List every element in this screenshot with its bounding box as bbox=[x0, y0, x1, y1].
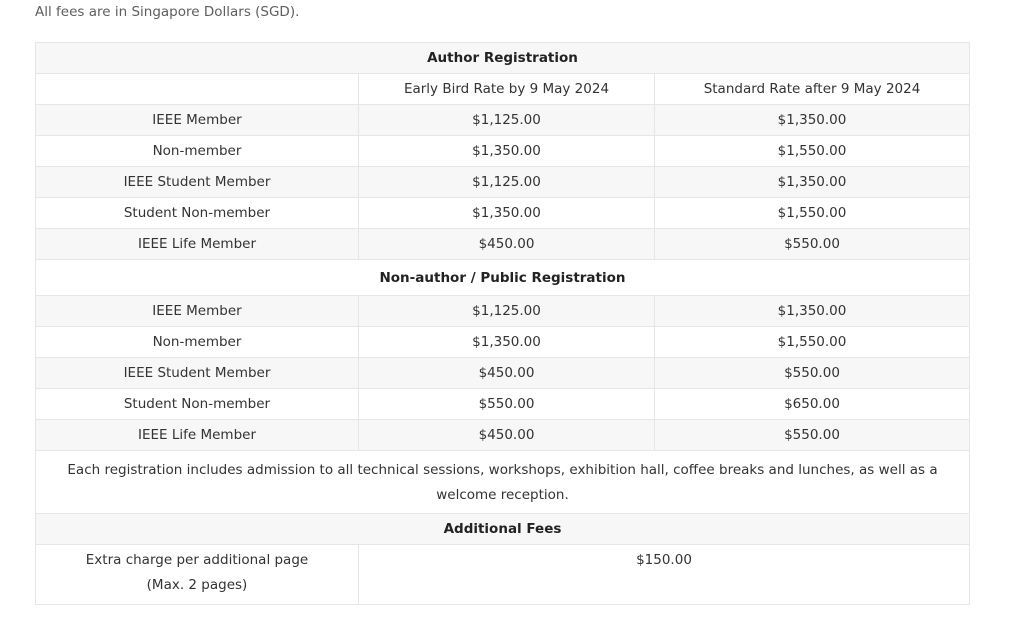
category-cell: Student Non-member bbox=[36, 389, 359, 420]
category-cell: IEEE Member bbox=[36, 105, 359, 136]
category-cell: IEEE Member bbox=[36, 296, 359, 327]
standard-price-cell: $1,350.00 bbox=[655, 105, 970, 136]
early-price-cell: $1,350.00 bbox=[359, 136, 655, 167]
extra-page-charge-price: $150.00 bbox=[359, 545, 970, 605]
table-row bbox=[36, 136, 970, 167]
early-price-cell: $550.00 bbox=[359, 389, 655, 420]
category-cell: IEEE Student Member bbox=[36, 167, 359, 198]
category-cell: Student Non-member bbox=[36, 198, 359, 229]
table-row bbox=[36, 420, 970, 451]
additional-fees-title: Additional Fees bbox=[36, 514, 970, 545]
early-price-cell: $1,125.00 bbox=[359, 296, 655, 327]
category-cell: Non-member bbox=[36, 136, 359, 167]
public-section-title: Non-author / Public Registration bbox=[36, 260, 970, 296]
extra-page-charge-line1: Extra charge per additional page bbox=[85, 552, 309, 568]
early-price-cell: $450.00 bbox=[359, 420, 655, 451]
category-cell: IEEE Life Member bbox=[36, 229, 359, 260]
public-section-header bbox=[36, 260, 970, 296]
early-price-cell: $450.00 bbox=[359, 229, 655, 260]
table-row bbox=[36, 167, 970, 198]
category-cell: IEEE Student Member bbox=[36, 358, 359, 389]
table-row bbox=[36, 105, 970, 136]
inclusion-note-row bbox=[36, 451, 970, 514]
standard-price-cell: $1,550.00 bbox=[655, 198, 970, 229]
early-price-cell: $450.00 bbox=[359, 358, 655, 389]
author-section-title: Author Registration bbox=[36, 43, 970, 74]
additional-fee-row bbox=[36, 545, 970, 605]
extra-page-charge-line2: (Max. 2 pages) bbox=[146, 577, 248, 593]
extra-page-charge-label bbox=[36, 545, 359, 605]
early-bird-header: Early Bird Rate by 9 May 2024 bbox=[359, 74, 655, 105]
table-row bbox=[36, 296, 970, 327]
standard-price-cell: $1,350.00 bbox=[655, 296, 970, 327]
standard-price-cell: $1,550.00 bbox=[655, 327, 970, 358]
category-cell: Non-member bbox=[36, 327, 359, 358]
table-row bbox=[36, 358, 970, 389]
table-row bbox=[36, 389, 970, 420]
table-row bbox=[36, 327, 970, 358]
early-price-cell: $1,350.00 bbox=[359, 327, 655, 358]
early-price-cell: $1,350.00 bbox=[359, 198, 655, 229]
category-header-cell bbox=[36, 74, 359, 105]
category-cell: IEEE Life Member bbox=[36, 420, 359, 451]
column-header-row bbox=[36, 74, 970, 105]
inclusion-note: Each registration includes admission to all technical sessions, workshops, exhibition hall, coffee breaks and lunches, as well as a welcome reception. bbox=[36, 451, 970, 514]
standard-price-cell: $550.00 bbox=[655, 229, 970, 260]
table-row bbox=[36, 229, 970, 260]
standard-rate-header: Standard Rate after 9 May 2024 bbox=[655, 74, 970, 105]
standard-price-cell: $550.00 bbox=[655, 358, 970, 389]
early-price-cell: $1,125.00 bbox=[359, 105, 655, 136]
currency-note: All fees are in Singapore Dollars (SGD). bbox=[35, 4, 300, 20]
registration-fees-table bbox=[35, 42, 970, 605]
additional-fees-header bbox=[36, 514, 970, 545]
table-row bbox=[36, 198, 970, 229]
standard-price-cell: $650.00 bbox=[655, 389, 970, 420]
early-price-cell: $1,125.00 bbox=[359, 167, 655, 198]
standard-price-cell: $1,550.00 bbox=[655, 136, 970, 167]
standard-price-cell: $1,350.00 bbox=[655, 167, 970, 198]
author-section-header bbox=[36, 43, 970, 74]
standard-price-cell: $550.00 bbox=[655, 420, 970, 451]
